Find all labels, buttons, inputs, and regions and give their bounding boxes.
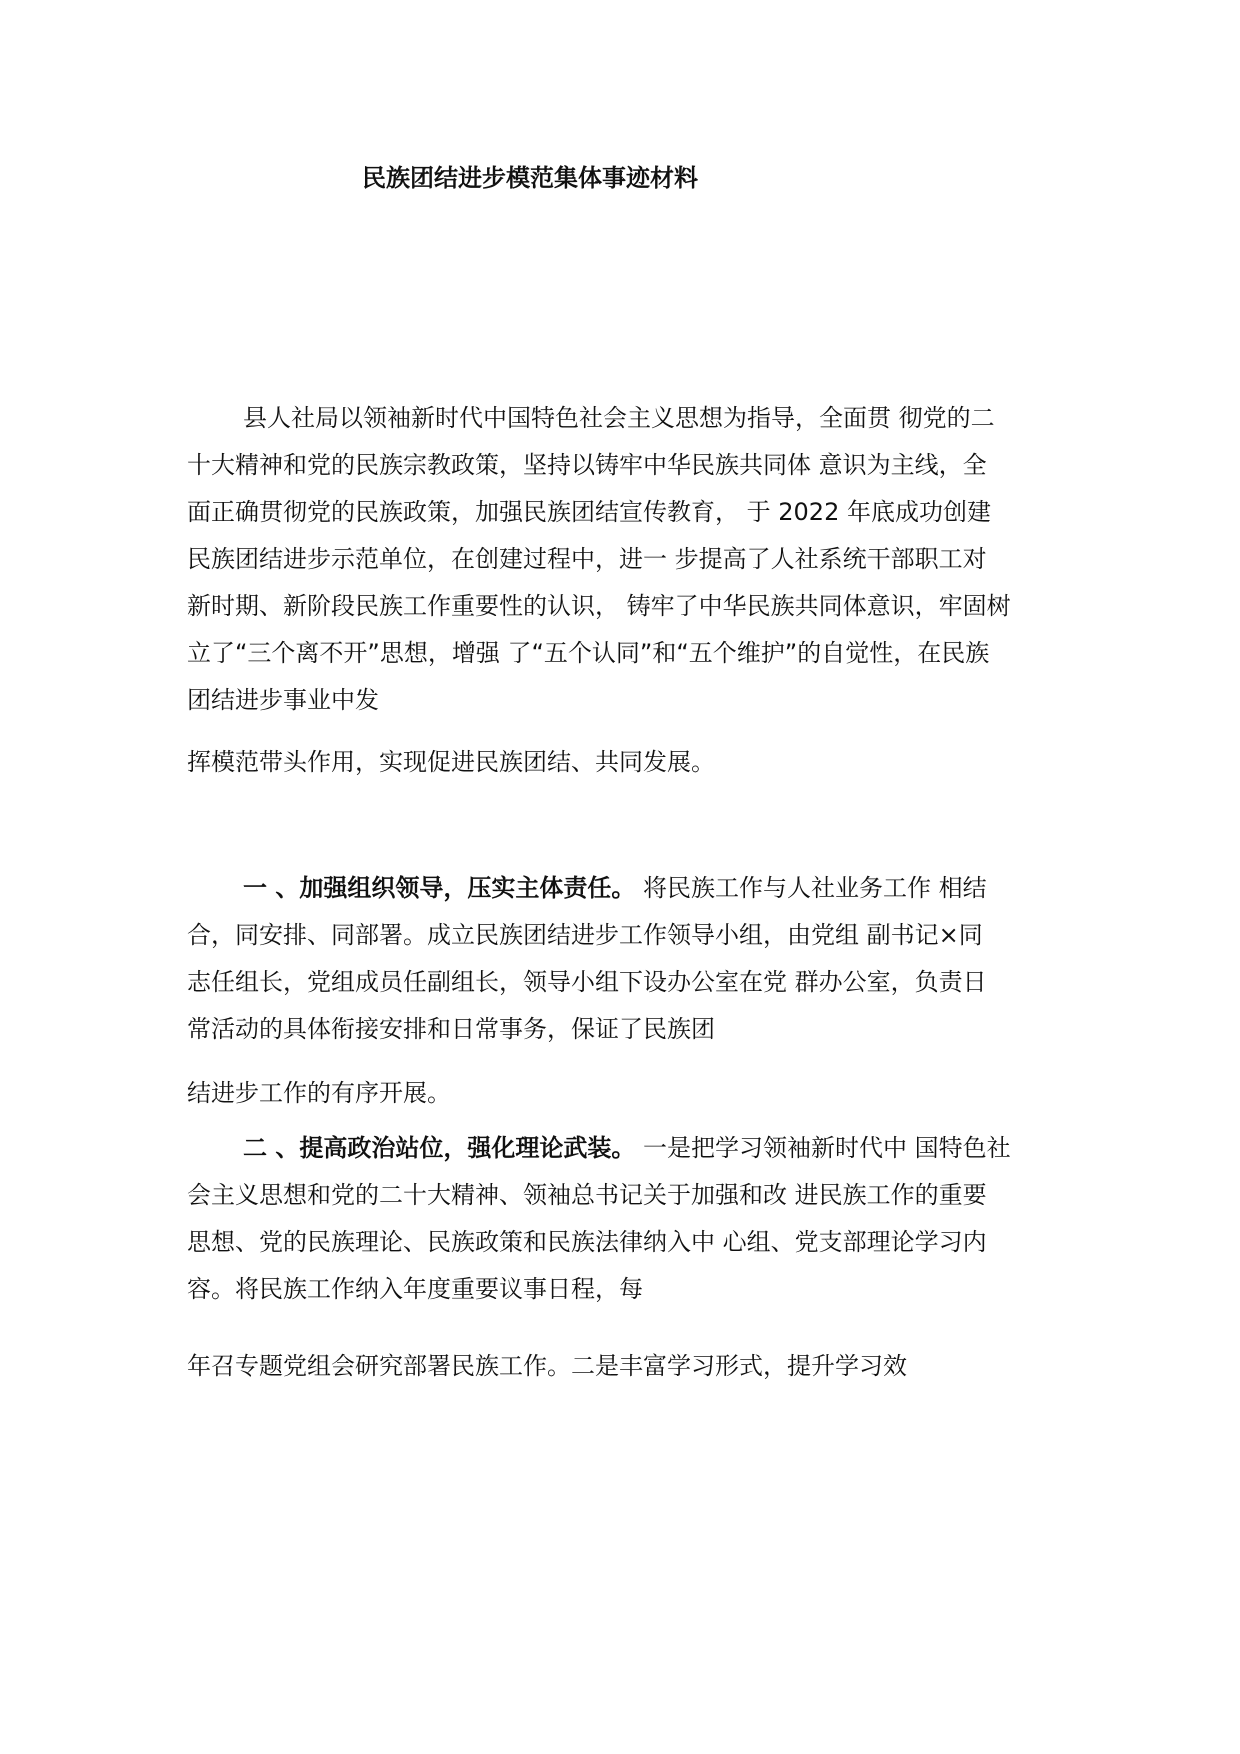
- section2-continuation: 年召专题党组会研究部署民族工作。二是丰富学习形式，提升学习效: [187, 1352, 907, 1380]
- intro-line-1: 县人社局以领袖新时代中国特色社会主义思想为指导，全面贯 彻党的二: [243, 404, 995, 432]
- intro-line-7: 团结进步事业中发: [187, 686, 379, 714]
- section2-line-3: 思想、党的民族理论、民族政策和民族法律纳入中 心组、党支部理论学习内: [187, 1228, 987, 1256]
- section2-first-line-text: 一是把学习领袖新时代中 国特色社: [635, 1134, 1011, 1162]
- section1-line-3: 志任组长，党组成员任副组长，领导小组下设办公室在党 群办公室，负责日: [187, 968, 987, 996]
- section2-first-line: [243, 1132, 1011, 1164]
- section1-first-line-text: 将民族工作与人社业务工作 相结: [635, 874, 987, 902]
- section1-line-2: 合，同安排、同部署。成立民族团结进步工作领导小组，由党组 副书记×同: [187, 921, 983, 949]
- intro-line-3: 面正确贯彻党的民族政策，加强民族团结宣传教育， 于 2022 年底成功创建: [187, 498, 991, 526]
- intro-line-2: 十大精神和党的民族宗教政策，坚持以铸牢中华民族共同体 意识为主线，全: [187, 451, 987, 479]
- intro-line-4: 民族团结进步示范单位，在创建过程中，进一 步提高了人社系统干部职工对: [187, 545, 987, 573]
- section1-line-4: 常活动的具体衔接安排和日常事务，保证了民族团: [187, 1015, 715, 1043]
- intro-line-5: 新时期、新阶段民族工作重要性的认识， 铸牢了中华民族共同体意识，牢固树: [187, 592, 1011, 620]
- section2-line-2: 会主义思想和党的二十大精神、领袖总书记关于加强和改 进民族工作的重要: [187, 1181, 987, 1209]
- document-title: 民族团结进步模范集体事迹材料: [362, 164, 698, 192]
- intro-line-6: 立了“三个离不开”思想，增强 了“五个认同”和“五个维护”的自觉性，在民族: [187, 639, 990, 667]
- section1-continuation: 结进步工作的有序开展。: [187, 1079, 451, 1107]
- section2-line-4: 容。将民族工作纳入年度重要议事日程，每: [187, 1275, 643, 1303]
- section1-first-line: [243, 872, 987, 904]
- section2-heading: 二 、提高政治站位，强化理论武装。: [243, 1134, 636, 1162]
- intro-continuation: 挥模范带头作用，实现促进民族团结、共同发展。: [187, 748, 715, 776]
- section1-heading: 一 、加强组织领导，压实主体责任。: [243, 874, 636, 902]
